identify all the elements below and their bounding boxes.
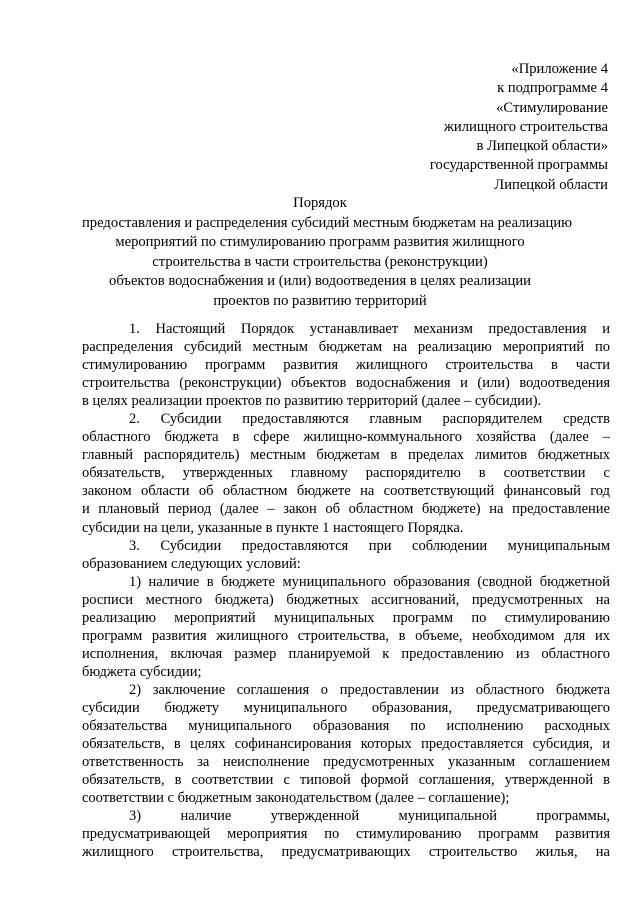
paragraph-line: областного бюджета в сфере жилищно-коммунального хозяйства (далее – (82, 429, 610, 446)
paragraph-line: законом области об областном бюджете на соответствующий финансовый год (82, 483, 610, 500)
paragraph-line: реализацию мероприятий муниципальных программ по стимулированию (82, 609, 610, 626)
paragraph-line: и плановый период (далее – закон об областном бюджете) на предоставление (82, 501, 610, 518)
title-line: предоставления и распределения субсидий местным бюджетам на реализацию (82, 214, 573, 231)
paragraph-line: бюджета субсидии; (82, 663, 202, 680)
paragraph-line: 2) заключение соглашения о предоставлении из областного бюджета (129, 681, 610, 698)
paragraph-line: обязательства муниципального образования по исполнению расходных (82, 718, 610, 735)
paragraph-line: субсидии бюджету муниципального образования, предусматривающего (82, 699, 610, 716)
title-line: мероприятий по стимулированию программ развития жилищного (115, 234, 525, 251)
appendix-line: государственной программы (429, 157, 608, 174)
paragraph-line: исполнения, включая размер планируемой к предоставлению из областного (82, 645, 610, 662)
appendix-line: Липецкой области (494, 176, 608, 193)
document-title (82, 194, 573, 312)
paragraph-line: 3) наличие утвержденной муниципальной программы, (129, 808, 610, 825)
appendix-line: жилищного строительства (443, 118, 608, 135)
paragraph-line: 2. Субсидии предоставляются главным распорядителем средств (129, 411, 610, 428)
title-line: строительства в части строительства (реконструкции) (152, 253, 488, 270)
paragraph-line: субсидии на цели, указанные в пункте 1 настоящего Порядка. (82, 519, 464, 536)
paragraph-line: образованием следующих условий: (82, 555, 301, 572)
paragraph-3-2 (82, 681, 610, 807)
paragraph-line: главный распорядитель) местным бюджетам в пределах лимитов бюджетных (82, 447, 610, 464)
paragraph-line: программ развития жилищного строительства, в объеме, необходимом для их (82, 627, 610, 644)
paragraph-1 (82, 320, 610, 410)
paragraph-line: стимулированию программ развития жилищного строительства в части (82, 357, 610, 374)
paragraph-line: обязательств, в соответствии с типовой формой соглашения, утвержденной в (82, 772, 610, 789)
appendix-line: в Липецкой области» (476, 138, 608, 155)
paragraph-line: соответствии с бюджетным законодательством (далее – соглашение); (82, 790, 510, 807)
paragraph-line: росписи местного бюджета) бюджетных ассигнований, предусмотренных на (82, 591, 610, 608)
paragraph-line: предусматривающей мероприятия по стимулированию программ развития (82, 826, 610, 843)
paragraph-3-3 (82, 807, 610, 861)
paragraph-line: ответственность за неисполнение предусмотренных указанным соглашением (82, 754, 610, 771)
title-line: объектов водоснабжения и (или) водоотведения в целях реализации (109, 273, 531, 290)
paragraph-line: 1) наличие в бюджете муниципального образования (сводной бюджетной (129, 573, 610, 590)
paragraph-line: жилищного строительства, предусматривающих строительство жилья, на (82, 844, 610, 861)
paragraph-line: распределения субсидий местным бюджетам на реализацию мероприятий по (82, 339, 610, 356)
paragraph-line: обязательств, в целях софинансирования которых предоставляется субсидия, и (82, 736, 610, 753)
paragraph-2 (82, 410, 610, 536)
paragraph-line: обязательств, утвержденных главному распорядителю в соответствии с (82, 465, 610, 482)
paragraph-line: в целях реализации проектов по развитию территорий (далее – субсидии). (82, 393, 542, 410)
paragraph-3-1 (82, 573, 610, 681)
paragraph-line: 1. Настоящий Порядок устанавливает механизм предоставления и (129, 321, 610, 337)
document-body (82, 320, 610, 861)
paragraph-line: строительства (реконструкции) объектов водоснабжения и (или) водоотведения (82, 375, 610, 392)
appendix-line: к подпрограмме 4 (497, 80, 608, 97)
appendix-line: «Приложение 4 (511, 61, 608, 77)
title-line: Порядок (293, 195, 347, 211)
appendix-header (248, 60, 608, 195)
title-line: проектов по развитию территорий (213, 292, 427, 309)
paragraph-line: 3. Субсидии предоставляются при соблюдении муниципальным (129, 537, 610, 554)
appendix-line: «Стимулирование (496, 99, 608, 116)
paragraph-3 (82, 537, 610, 573)
